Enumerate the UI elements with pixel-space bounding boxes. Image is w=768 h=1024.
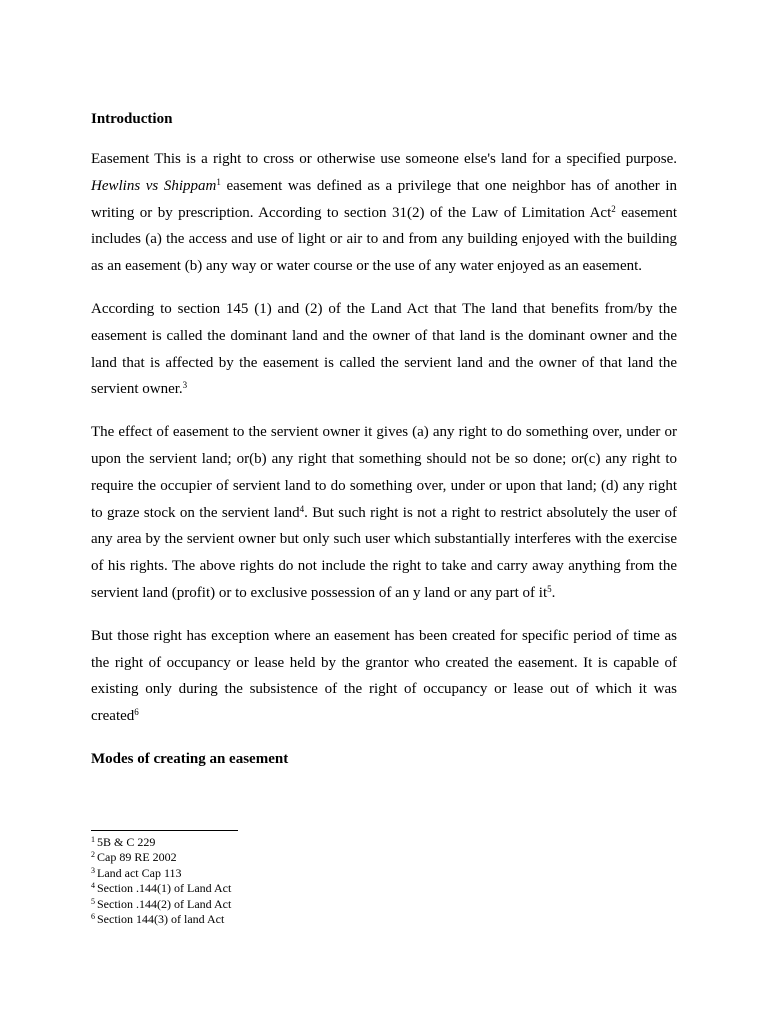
paragraph-text: But those right has exception where an easement has been created for specific period of time as the right of occupancy or lease held by the grantor who created the easement. It is capable of existing only during the subsistence of the right of occupancy or lease out of which it was created xyxy=(91,627,677,725)
footnote-text: Cap 89 RE 2002 xyxy=(97,850,177,865)
paragraph-text: Easement This is a right to cross or otherwise use someone else's land for a specified purpose. xyxy=(91,151,677,167)
document-body xyxy=(91,106,677,772)
footnote-text: Land act Cap 113 xyxy=(97,865,182,880)
footnote-separator xyxy=(91,830,238,831)
section-heading-introduction: Introduction xyxy=(91,111,173,127)
paragraph-2 xyxy=(91,296,677,403)
footnote-ref-1[interactable]: 1 xyxy=(216,176,221,187)
footnote-text: 5B & C 229 xyxy=(97,835,156,849)
paragraph-text: According to section 145 (1) and (2) of the Land Act that The land that benefits from/by the easement is called the dominant land and the owner of that land is the dominant owner and the land that is affected by the easement is called the servient land and the owner of that land the servient owner. xyxy=(91,300,677,398)
footnote-ref-6[interactable]: 6 xyxy=(134,707,139,718)
footnote-ref-2[interactable]: 2 xyxy=(611,203,616,214)
footnote-item xyxy=(91,866,491,881)
footnote-item xyxy=(91,850,491,865)
footnotes xyxy=(91,830,491,927)
paragraph-text: easement includes (a) the access and use of light or air to and from any building enjoyed with the building as an easement (b) any way or water course or the use of any water enjoyed as an easement. xyxy=(91,204,677,275)
paragraph-text: . xyxy=(551,584,556,601)
paragraph-text: easement was defined as a privilege that one neighbor has of another in writing or by prescription. According to section 31(2) of the Law of Limitation Act xyxy=(91,177,677,221)
footnote-number: 1 xyxy=(91,835,95,844)
footnote-number: 4 xyxy=(91,881,95,891)
section-heading-modes: Modes of creating an easement xyxy=(91,750,289,767)
paragraph-text: . But such right is not a right to restrict absolutely the user of any area by the servient owner but only such user which substantially interferes with the exercise of his rights. The above rights do not include the right to take and carry away anything from the servient land (profit) or to exclusive possession of an y land or any part of it xyxy=(91,504,677,601)
footnote-ref-3[interactable]: 3 xyxy=(182,380,188,391)
paragraph-1 xyxy=(91,146,677,280)
footnote-number: 2 xyxy=(91,850,95,860)
footnote-item xyxy=(91,835,491,850)
footnote-text: Section 144(3) of land Act xyxy=(97,912,225,927)
footnote-text: Section .144(1) of Land Act xyxy=(97,881,232,896)
footnote-text: Section .144(2) of Land Act xyxy=(97,896,232,911)
footnote-item xyxy=(91,897,491,912)
paragraph-3 xyxy=(91,419,677,607)
footnote-item xyxy=(91,912,491,927)
footnote-number: 3 xyxy=(91,865,95,875)
footnote-ref-4[interactable]: 4 xyxy=(299,503,305,514)
footnote-ref-5[interactable]: 5 xyxy=(547,583,552,594)
footnote-number: 6 xyxy=(91,912,95,922)
paragraph-text: The effect of easement to the servient owner it gives (a) any right to do something over, under or upon the servient land; or(b) any right that something should not be so done; or(c) any right to require the occupier of servient land to do something over, under or upon that land; (d) any right to graze stock on the servient land xyxy=(91,424,677,521)
footnote-number: 5 xyxy=(91,896,95,906)
footnote-item xyxy=(91,881,491,896)
case-name: Hewlins vs Shippam xyxy=(91,177,217,194)
paragraph-4 xyxy=(91,623,677,730)
